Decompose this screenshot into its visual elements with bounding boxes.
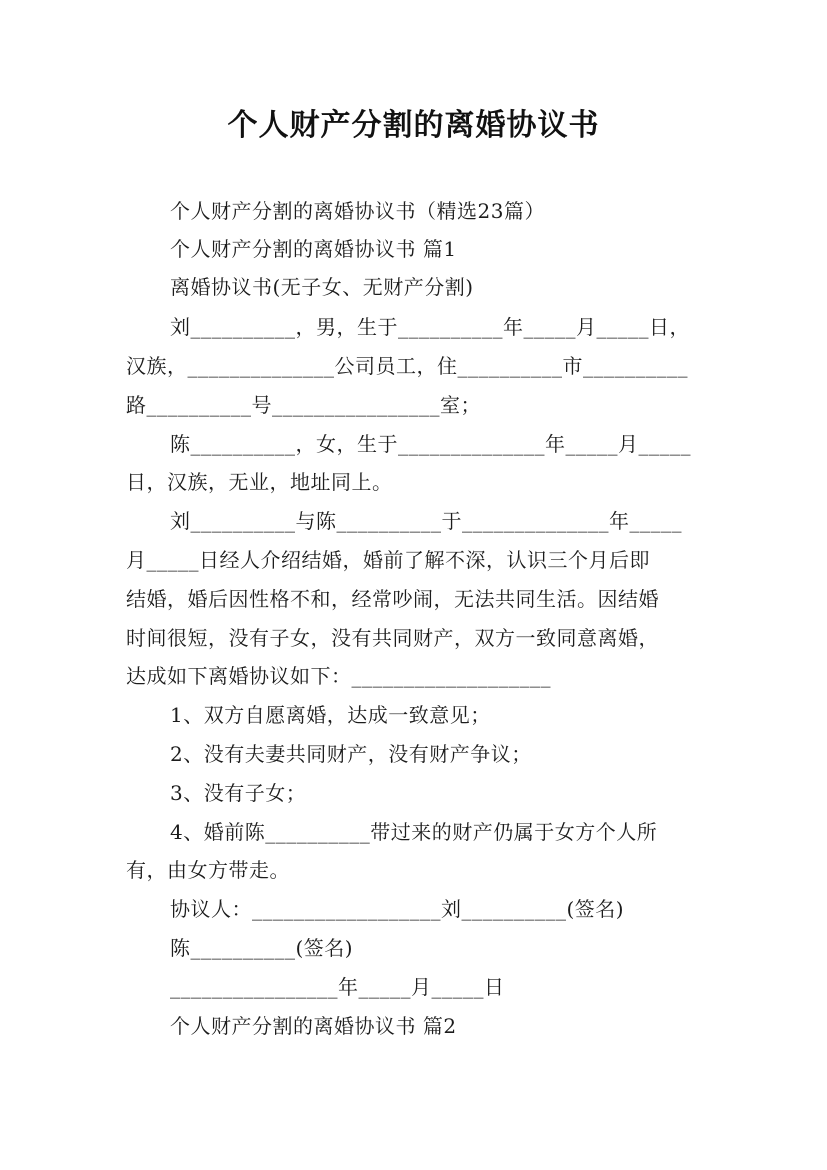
paragraph-line: 时间很短，没有子女，没有共同财产，双方一致同意离婚， — [126, 626, 659, 650]
document-title: 个人财产分割的离婚协议书 — [227, 108, 600, 143]
list-item: 4、婚前陈__________带过来的财产仍属于女方个人所 — [170, 820, 658, 844]
list-item: 3、没有子女； — [170, 781, 307, 805]
paragraph-line: 路__________号________________室； — [126, 393, 481, 417]
paragraph-line: 刘__________与陈__________于______________年_____ — [170, 509, 682, 533]
signature-line: 陈__________(签名) — [170, 936, 354, 960]
paragraph-line: 刘__________，男，生于__________年_____月_____日， — [170, 315, 690, 339]
section-heading-1: 个人财产分割的离婚协议书 篇1 — [170, 237, 457, 261]
list-item-continued: 有，由女方带走。 — [126, 858, 290, 882]
subtitle-line: 个人财产分割的离婚协议书（精选23篇） — [170, 199, 545, 223]
paragraph-line: 结婚，婚后因性格不和，经常吵闹，无法共同生活。因结婚 — [126, 587, 659, 611]
date-line: ________________年_____月_____日 — [170, 975, 505, 999]
agreement-heading: 离婚协议书(无子女、无财产分割) — [170, 275, 474, 299]
paragraph-line: 达成如下离婚协议如下：___________________ — [126, 664, 551, 688]
section-heading-2: 个人财产分割的离婚协议书 篇2 — [170, 1014, 457, 1038]
signature-line: 协议人：__________________刘__________(签名) — [170, 897, 625, 921]
list-item: 2、没有夫妻共同财产，没有财产争议； — [170, 742, 532, 766]
paragraph-line: 汉族，______________公司员工，住__________市__________ — [126, 354, 688, 378]
paragraph-line: 月_____日经人介绍结婚，婚前了解不深，认识三个月后即 — [126, 548, 650, 572]
paragraph-line: 陈__________，女，生于______________年_____月_____ — [170, 432, 691, 456]
paragraph-line: 日，汉族，无业，地址同上。 — [126, 470, 393, 494]
list-item: 1、双方自愿离婚，达成一致意见； — [170, 703, 491, 727]
